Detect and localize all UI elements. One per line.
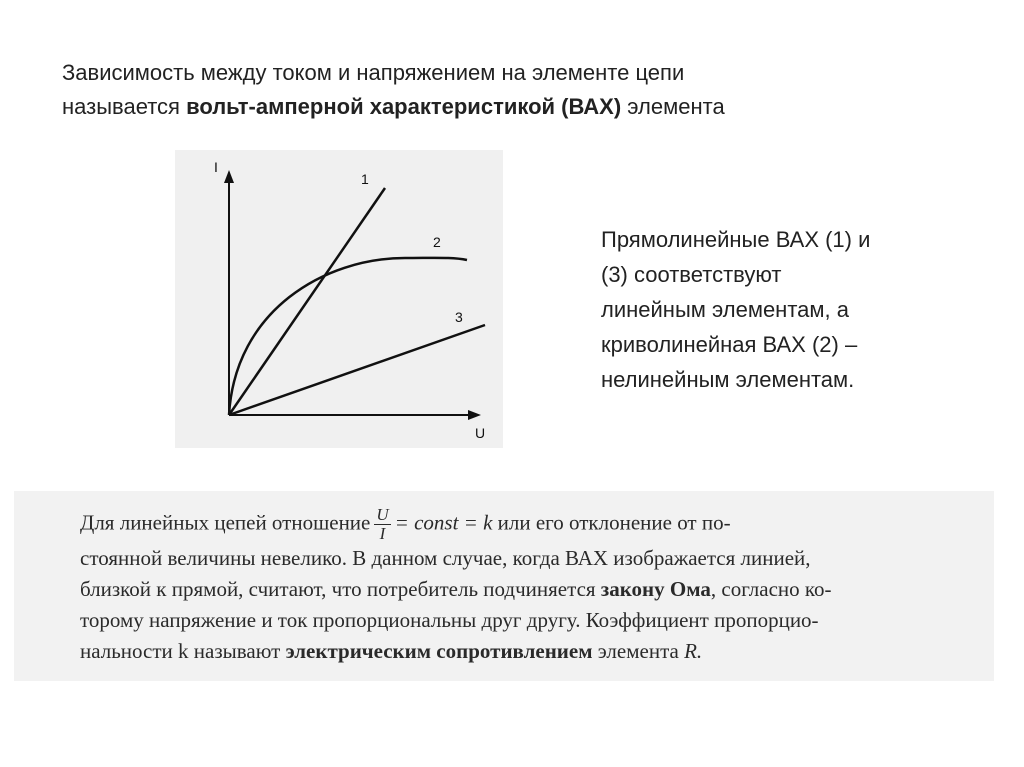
curve-3-label: 3: [455, 309, 463, 325]
curve-3-line: [229, 325, 485, 415]
resistance-term: электрическим сопротивлением: [285, 639, 593, 663]
ohm-law-term: закону Ома: [600, 577, 711, 601]
y-axis-label: I: [214, 159, 218, 175]
side-line-1: Прямолинейные ВАХ (1) и: [601, 227, 871, 252]
formula-text: = const = k: [394, 510, 493, 535]
heading-text: называется: [62, 94, 187, 119]
iv-characteristic-figure: [175, 150, 503, 448]
paragraph-line-1: [80, 506, 985, 543]
side-explanation: [601, 222, 981, 397]
paragraph-text: близкой к прямой, считают, что потребитель подчиняется: [80, 577, 596, 601]
curve-1-label: 1: [361, 171, 369, 187]
heading-line-2: [62, 90, 962, 124]
fraction-numerator: U: [376, 505, 389, 524]
paragraph-text: , согласно ко-: [710, 577, 832, 601]
curve-2-line: [229, 258, 467, 415]
side-line-2: (3) соответствуют: [601, 262, 782, 287]
paragraph-text: Для линейных цепей отношение: [80, 510, 371, 535]
x-axis-arrow: [468, 410, 481, 420]
side-line-3: линейным элементам, а: [601, 297, 849, 322]
paragraph-text: элемента: [597, 639, 679, 663]
paragraph-line-5: [80, 636, 985, 667]
side-line-4: криволинейная ВАХ (2) –: [601, 332, 858, 357]
heading-term: вольт-амперной характеристикой (ВАХ): [186, 94, 622, 119]
fraction-denominator: I: [379, 524, 386, 543]
side-line-5: нелинейным элементам.: [601, 367, 855, 392]
paragraph-line-4: торому напряжение и ток пропорциональны друг другу. Коэффициент пропорцио-: [80, 608, 819, 632]
paragraph-text: нальности k называют: [80, 639, 281, 663]
ratio-fraction: [374, 506, 390, 543]
curve-2-label: 2: [433, 234, 441, 250]
curve-1-line: [229, 188, 385, 415]
paragraph-line-3: [80, 574, 985, 605]
paragraph-text: или его отклонение от по-: [497, 510, 731, 535]
heading-line-1: Зависимость между током и напряжением на элементе цепи: [62, 60, 685, 85]
x-axis-label: U: [475, 425, 486, 441]
ohm-law-paragraph: [80, 506, 985, 667]
iv-graph: [175, 150, 503, 448]
slide-heading: [62, 56, 962, 124]
paragraph-line-2: стоянной величины невелико. В данном случае, когда ВАХ изображается линией,: [80, 546, 811, 570]
y-axis-arrow: [224, 170, 234, 183]
heading-text-end: элемента: [621, 94, 725, 119]
resistance-variable: R.: [684, 639, 703, 663]
